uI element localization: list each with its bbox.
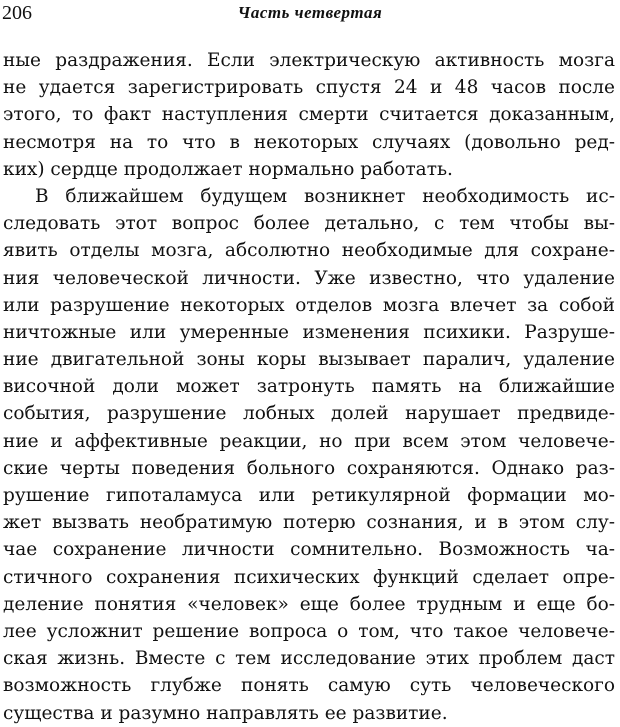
text-line: явить отделы мозга, абсолютно необходимые для сохране- [3,240,615,262]
text-line: ких) сердце продолжает нормально работать. [3,158,453,180]
text-line: В ближайшем будущем возникнет необходимость ис- [35,185,615,207]
text-line: следовать этот вопрос более детально, с тем чтобы вы- [3,213,615,235]
text-line: стичного сохранения психических функций сделает опре- [3,566,615,588]
text-line: лее усложнит решение вопроса о том, что такое человече- [3,620,615,642]
text-line: несмотря на то что в некоторых случаях (довольно ред- [3,131,615,153]
text-line: чае сохранение личности сомнительно. Возможность ча- [3,539,615,561]
text-line: существа и разумно направлять ее развитие. [3,702,448,724]
running-head [0,0,620,28]
paragraph-2 [3,183,615,727]
page-number: 206 [2,2,32,24]
text-line: ния человеческой личности. Уже известно, что удаление [3,267,615,289]
paragraph-1 [3,47,615,183]
text-line: жет вызвать необратимую потерю сознания, и в этом слу- [3,512,615,534]
text-line: этого, то факт наступления смерти считается доказанным, [3,104,615,126]
text-line: ние двигательной зоны коры вызывает паралич, удаление [3,349,615,371]
text-line: ские черты поведения больного сохраняются. Однако раз- [3,457,615,479]
body-text [3,47,615,727]
text-line: ные раздражения. Если электрическую активность мозга [3,50,615,71]
text-line: события, разрушение лобных долей нарушает предвиде- [3,403,615,425]
text-line: деление понятия «человек» еще более трудным и еще бо- [3,593,615,615]
text-line: височной доли может затронуть память на ближайшие [3,376,615,398]
text-line: ская жизнь. Вместе с тем исследование этих проблем даст [3,648,615,670]
text-line: возможность глубже понять самую суть человеческого [3,675,615,697]
section-title: Часть четвертая [237,3,383,22]
text-line: ние и аффективные реакции, но при всем этом человече- [3,430,615,452]
text-line: или разрушение некоторых отделов мозга влечет за собой [3,294,615,316]
text-line: ничтожные или умеренные изменения психики. Разруше- [3,321,615,343]
text-line: не удается зарегистрировать спустя 24 и 48 часов после [3,77,615,99]
text-line: рушение гипоталамуса или ретикулярной формации мо- [3,485,615,506]
